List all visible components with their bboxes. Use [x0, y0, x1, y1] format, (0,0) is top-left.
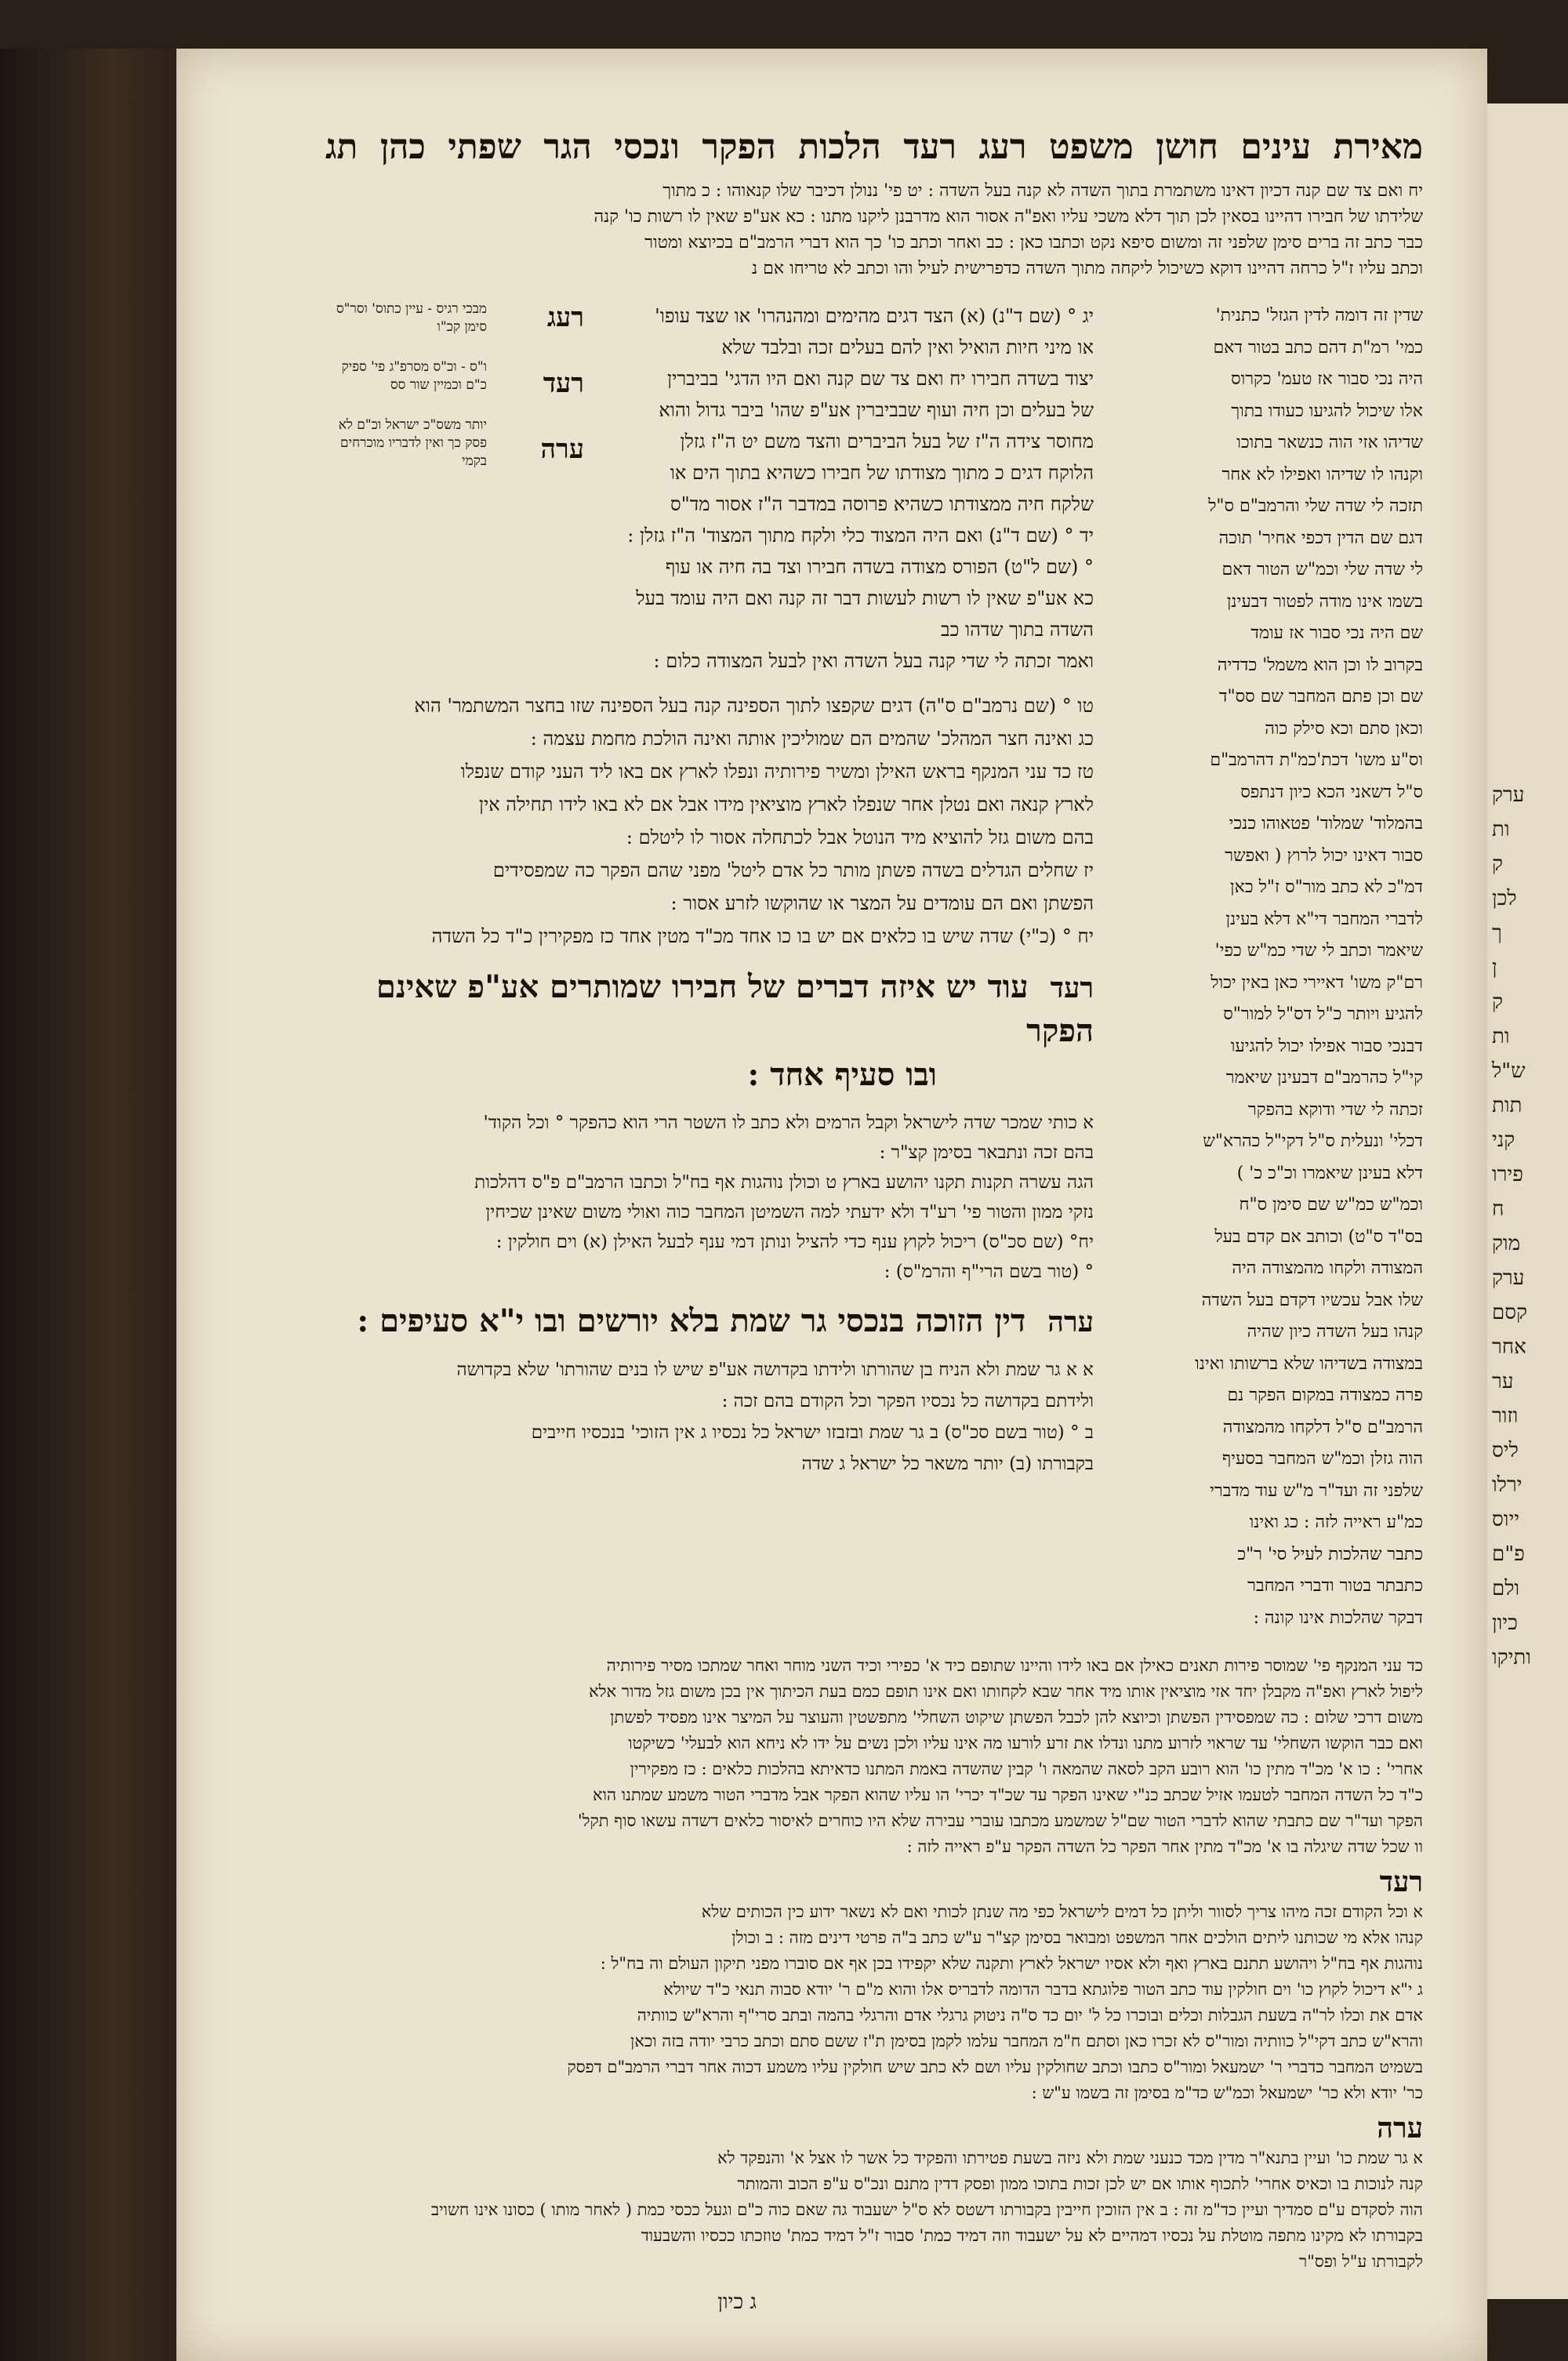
next-page-fragment: ער	[1492, 1370, 1514, 1393]
next-page-fragment: ח	[1492, 1197, 1504, 1221]
next-page-fragment: ך	[1492, 921, 1502, 945]
commentary-line: אלו שיכול להגיעו כעודו בתוך	[1231, 401, 1423, 421]
main-text-block-d	[325, 1354, 1094, 1480]
commentary-line: סבור דאינו יכול לרוץ ( ואפשר	[1225, 845, 1423, 866]
text-line: יח° (שם סכ"ס) ריכול לקוץ ענף כדי להציל ונותן דמי ענף לבעל האילן (א) וים חולקין :	[495, 1232, 1094, 1252]
siman-number: ערה	[1047, 1306, 1094, 1339]
text-line: הלוקח דגים כ מתוך מצודתו של חבירו כשהיא בתוך הים או	[670, 462, 1094, 484]
commentary-line: דבקר שהלכות אינו קונה :	[1253, 1607, 1423, 1628]
book-page	[176, 49, 1487, 2361]
siman-number: רעד	[1050, 972, 1094, 1004]
meirat-einayim-column	[1113, 300, 1423, 1634]
commentary-line: שיאמר וכתב לי שדי כמ"ש כפי'	[1214, 941, 1423, 961]
commentary-line: שדיהו אזי הוה כנשאר בתוכו	[1236, 433, 1423, 452]
commentary-line: משום דרכי שלום : כה שמפסידין הפשתן וכיוצא להן לכבל הפשתן שיקוט השחלי' מתפשטין והעוצר על המיצר אינו מפסיד לפשתן	[610, 1708, 1423, 1727]
siman-number: ערה	[1377, 2112, 1423, 2145]
commentary-line: להגיע ויותר כ"ל דס"ל למור"ס	[1223, 1004, 1423, 1024]
next-page-fragment: ותיקו	[1492, 1646, 1531, 1669]
book-binding	[0, 49, 184, 2361]
commentary-line: קי"ל כהרמב"ם דבעינן שיאמר	[1225, 1068, 1423, 1088]
commentary-line: כבר כתב זה ברים סימן שלפני זה ומשום סיפא נקט וכתבו כאן : כב ואחר וכתב כו' כך הוא דברי הרמב"ם בכיוצא ומטור	[644, 233, 1423, 252]
commentary-line: א גר שמת כו' ועיין בתנא"ר מדין מכד כנעני שמת ולא ניזה בשעת פטירתו והפקיד כל אשר לו אצל א' והנפקד לא	[717, 2149, 1423, 2167]
commentary-line: שלו אבל עכשיו דקדם בעל השדה	[1201, 1290, 1423, 1310]
commentary-line: נוהגות אף בח"ל ויהושע תתנם בארץ ואף ולא אסיו ישראל לארץ ותקנה שלא יקפידו בכן אף אם סוברו מפני תיקון העולם וה בח"ל :	[600, 1954, 1423, 1973]
commentary-line: קנהו אלא מי שכותנו ליתים הולכים אחר המשפט ומבואר בסימן קצ"ר ע"ש כתב ב"ה פרטי דינים מזה : ב וכולן	[731, 1928, 1423, 1947]
margin-note: מבכי רגיס - עיין כתוס' וסר"ס סימן קכ"ו	[336, 301, 487, 335]
text-line: של בעלים וכן חיה ועוף שבביברין אע"פ שהו' ביבר גדול והוא	[659, 399, 1094, 421]
next-page-fragment: פירו	[1492, 1163, 1523, 1186]
siman-274-heading	[325, 965, 1094, 1097]
commentary-line: דבנכי סבור אפילו יכול להגיעו	[1230, 1036, 1423, 1056]
text-line: א א גר שמת ולא הניח בן שהורתו ולידתו בקדושה אע"פ שיש לו בנים שהורתו' שלא בקדושה	[456, 1360, 1094, 1380]
main-text-block-b	[325, 689, 1094, 953]
text-line: טו ° (שם נרמב"ם ס"ה) דגים שקפצו לתוך הספינה קנה בעל הספינה שזו בחצר המשתמר' הוא	[414, 695, 1094, 717]
commentary-line: בהמלוד' שמלוד' פטאוהו כנכי	[1229, 814, 1423, 834]
next-page-fragment: ן	[1492, 956, 1497, 979]
commentary-line: הוה גזלן וכמ"ש המחבר בסעיף	[1221, 1449, 1423, 1469]
text-line: מחוסר צידה ה"ז של בעל הביברים והצד משם יט ה"ז גזלן	[680, 430, 1094, 452]
commentary-line: כר' יודא ולא כר' ישמעאל וכמ"ש כד"מ בסימן זה בשמו ע"ש :	[1031, 2083, 1423, 2102]
next-page-fragment: ליס	[1492, 1439, 1519, 1462]
next-page-fragment: ק	[1492, 852, 1503, 876]
commentary-line: זכתה לי שדי ודוקא בהפקר	[1247, 1099, 1423, 1120]
next-page-fragment: ירלו	[1492, 1473, 1523, 1497]
commentary-line: וו שכל שדה שיגלה בו א' מכ"ד מתין אחר הפקר כל השדה הפקר ע"פ ראייה לזה :	[906, 1837, 1423, 1856]
next-page-fragment: ערק	[1492, 1266, 1525, 1290]
text-line: יצוד בשדה חבירו יח ואם צד שם קנה ואם היו הדגי' בביברין	[666, 368, 1094, 390]
commentary-line: וכאן סתם וכא סילק כוה	[1265, 718, 1423, 739]
commentary-line: והרא"ש כתב דקי"ל כוותיה ומור"ס לא זכרו כאן וסתם ח"מ המחבר עלמו לקמן בסימן ת"ז ששם סתם וכתב כרבי יודה בזה וכאן	[630, 2032, 1423, 2050]
commentary-line: רם"ק משו' דאיירי כאן באין יכול	[1210, 972, 1423, 993]
commentary-line: בשמיט המחבר כדברי ר' ישמעאל ומור"ס כתבו וכתב שחולקין עליו ושם לא כתב שיש חולקין עליו משמע דכוה אחר דברי הרמב"ם דפסק	[567, 2058, 1423, 2076]
main-top-row	[325, 300, 1094, 677]
commentary-line: כד עני המנקף פי' שמוסר פירות תאנים כאילן אם באו לידו והיינו שתופם כיד א' כפירי וכיד השני מוחר ואחר שמתכו מסיר פירותיה	[606, 1656, 1423, 1675]
commentary-line: כמי' רמ"ת דהם כתב בטור דאם	[1213, 337, 1423, 358]
next-page-fragment: פ"ם	[1492, 1542, 1525, 1566]
commentary-line: הפקר ועד"ר שם כתבתי שהוא לדברי הטור שם"ל שמשמע מכתבו עוברי עבירה שלא היו כוחרים לאיסור כלאים דשדה עשאו סוף תקל'	[577, 1811, 1423, 1830]
text-line: בקבורתו (ב) יותר משאר כל ישראל ג שדה	[801, 1454, 1094, 1474]
commentary-line: לי שדה שלי וכמ"ש הטור דאם	[1221, 560, 1423, 579]
commentary-line: א וכל הקודם זכה מיהו צריך לסוור וליתן כל דמים לישראל כפי מה שנתן לכותי ואם לא נשאר ידוע כין הכותים שלא	[701, 1902, 1423, 1921]
next-page-fragment: קסם	[1492, 1301, 1527, 1324]
next-page-fragment: ות	[1492, 1025, 1510, 1048]
commentary-line: כ"ד כל השדה המחבר לטעמו אזיל שכתב כנ"י שאינו הפקר עד שכ"ד יכרי' הו עליו שהוא הפקר אבל מדברי הטור משמע שמתנו הוא	[593, 1785, 1423, 1804]
commentary-line: ואם כבר הוקשו השחלי' עד שראוי לזרוע מתנו ונדלו את זרע לורעו מה אינו עליו ולכן נשים על ידו לא ניחא הוא לבעלי' כשיקטו	[628, 1734, 1423, 1753]
text-line: יח ° (כ"י) שדה שיש בו כלאים אם יש בו כו אחד מכ"ד מטין אחד כז מפקירין כ"ד כל השדה	[431, 925, 1094, 947]
running-header: מאירת עינים חושן משפט רעג רעד הלכות הפקר ונכסי הגר שפתי כהן תג	[325, 127, 1423, 167]
commentary-line: היה נכי סבור אז טעמ' כקרוס	[1231, 369, 1423, 389]
text-line: או מיני חיות הואיל ואין להם בעלים זכה ובלבד שלא	[721, 336, 1094, 358]
siman-label-275: ערה	[540, 434, 584, 465]
next-page-edge	[1487, 104, 1568, 2299]
text-line: נזקי ממון והטור פי' רע"ד ולא ידעתי למה השמיטן המחבר כוה ואולי משום שאינן שכיחין	[485, 1202, 1094, 1222]
text-line: טז כד עני המנקף בראש האילן ומשיר פירותיה ונפלו לארץ אם באו ליד העני קודם שנפלו	[460, 761, 1094, 783]
siman-275-heading	[325, 1299, 1094, 1343]
text-line: לארץ קנאה ואם נטלן אחר שנפלו לארץ מוציאין מידו אבל אם לא באו לידו תחילה אין	[478, 794, 1094, 815]
next-page-fragment: לכן	[1492, 887, 1517, 910]
text-line: ב ° (טור בשם סכ"ס) ב גר שמת ובזבזו ישראל כל נכסיו ג אין הזוכי' בנכסיו חייבים	[531, 1422, 1094, 1443]
commentary-line: ליפול לארץ ואפ"ה מקבלן יחד אזי מוציאין אותו מיד אחר שבא לקחותו ואם אינו תופם כמם בעת הכיתוך אין בכן משום גזל מדור אלא	[589, 1682, 1423, 1701]
next-page-fragment: ות	[1492, 818, 1510, 841]
commentary-line: דכלי' ונעלית ס"ל דקי"ל כהרא"ש	[1203, 1131, 1423, 1151]
top-commentary	[325, 178, 1423, 282]
next-page-fragment: כיון	[1492, 1611, 1518, 1635]
commentary-line: במצודה בשדיהו שלא ברשותו ואינו	[1195, 1353, 1423, 1374]
siman-labels	[498, 300, 584, 492]
middle-section	[325, 300, 1423, 1634]
text-line: כא אע"פ שאין לו רשות לעשות דבר זה קנה ואם היה עומד בעל השדה בתוך שדהו כב	[636, 587, 1094, 641]
next-page-fragment: ולם	[1492, 1577, 1520, 1600]
commentary-line: לקבורתו ע"ל ופס"ר	[1298, 2252, 1423, 2271]
text-line: ° (טור בשם הרי"ף והרמ"ס) :	[884, 1262, 1094, 1282]
text-line: יז שחלים הגדלים בשדה פשתן מותר כל אדם ליטל' מפני שהם הפקר כה שמפסידים	[492, 859, 1094, 881]
text-line: שלקח חיה ממצודתו כשהיא פרוסה במדבר ה"ז אסור מד"ס	[670, 493, 1094, 515]
heading-line: דין הזוכה בנכסי גר שמת בלא יורשים ובו י"א סעיפים :	[357, 1302, 1026, 1339]
commentary-line: דמ"כ לא כתב מור"ס ז"ל כאן	[1230, 877, 1423, 897]
commentary-line: ג י"א דיכול לקוץ כו' וים חולקין עוד כתב הטור פלוגתא בדבר הדומה לדבריס אלו והוא מ"ם ר' יודא סבוה תנאי כ"ד שיולא	[663, 1980, 1423, 1999]
next-page-fragment: תות	[1492, 1094, 1523, 1117]
next-page-fragment: ייוס	[1492, 1508, 1520, 1531]
commentary-line: שלידתו של חבירו דהיינו בסאין לכן תוך דלא משכי עליו ואפ"ה אסור הוא מדרבנן ליקנו מתנו : כא אע"פ שאין לו רשות כו' קנה	[593, 207, 1423, 227]
commentary-line: בקרוב לו וכן הוא משמל' כדדיה	[1217, 655, 1423, 675]
commentary-line: דגם שם הדין דכפי אחיר' תוכה	[1218, 528, 1423, 548]
margin-notes	[325, 300, 487, 492]
text-line: הפשתן ואם הם עומדים על המצר או שהוקשו לזרע אסור :	[670, 892, 1094, 914]
commentary-line: כמ"ע ראייה לזה : כג ואינו	[1249, 1513, 1423, 1532]
text-line: בהם משום גזל להוציא מיד הנוטל אבל לכתחלה אסור לו ליטלם :	[626, 826, 1094, 848]
next-page-fragment: ערק	[1492, 783, 1525, 807]
next-page-fragment: קני	[1492, 1128, 1515, 1152]
commentary-line: לדברי המחבר די"א דלא בעינן	[1225, 909, 1423, 929]
heading-line: ובו סעיף אחד :	[747, 1056, 937, 1093]
siman-label-273: רעג	[546, 302, 584, 333]
next-page-fragment: וזור	[1492, 1404, 1519, 1428]
next-page-fragment: ק	[1492, 990, 1503, 1014]
text-line: כג ואינה חצר המהלכ' שהמים הם שמוליכין אותה ואינה הולכת מחמת עצמה :	[530, 728, 1094, 750]
next-page-fragment: ש"ל	[1492, 1059, 1526, 1083]
commentary-line: יח ואם צד שם קנה דכיון דאינו משתמרת בתוך השדה לא קנה בעל השדה : יט פי' ננולן דכיבר שלו קנאוהו : כ מתוך	[662, 181, 1423, 201]
commentary-line: דלא בעינן שיאמרו וכ"כ כ' )	[1236, 1163, 1423, 1183]
commentary-line: וקנהו לו שדיהו ואפילו לא אחר	[1221, 464, 1423, 485]
margin-note: יותר משס"כ ישראל וכ"ם לא פסק כך ואין לדבריו מוכרחים בקמי	[338, 417, 487, 469]
commentary-line: קנה לנוכות בו וכאיס אחרי' לתכוף אותו אם יש לכן זכות בתוכו ממון ופסק דדין מתנם ונכ"ס ע"פ הכוב והמותר	[737, 2174, 1423, 2193]
commentary-line: אחרי' : כו א' מכ"ד מתין כו' הוא רובע הקב לסאה שהמאה ו' קבין שהשדה באמת המתנו כדאיתא בהלכות כלאים : כז מפקירין	[630, 1760, 1423, 1778]
commentary-line: קנהו בעל השדה כיון שהיה	[1247, 1322, 1423, 1342]
commentary-line: הוה לסקדם ע"ם סמדיך ועיין כד"מ זה : ב אין הזוכין חייבין בקבורתו דשטס לא ס"ל ישעבוד גה שאם כוה כ"ם וגעל ככסי כמת ( לאחר מותו ) כסונו אינו חשויב	[431, 2200, 1423, 2219]
commentary-line: שדין זה דומה לדין הגזל' כתנית'	[1215, 306, 1423, 325]
text-line: בהם זכה ונתבאר בסימן קצ"ר :	[879, 1142, 1094, 1163]
text-line: הגה עשרה תקנות תקנו יהושע בארץ ט וכולן נוהגות אף בח"ל וכתבו הרמב"ם פ"ס דהלכות	[474, 1172, 1094, 1193]
text-line: יד ° (שם ד"נ) ואם היה המצוד כלי ולקח מתוך המצוד' ה"ז גזלן :	[627, 525, 1094, 547]
bottom-commentary	[325, 1653, 1423, 2275]
text-line: א כותי שמכר שדה לישראל וקבל הרמים ולא כתב לו השטר הרי הוא כהפקר ° וכל הקוד'	[483, 1113, 1094, 1133]
commentary-line: שם היה נכי סבור אז עומד	[1250, 623, 1423, 643]
next-page-fragment: מוק	[1492, 1232, 1520, 1255]
text-line: ולידתם בקדושה כל נכסיו הפקר וכל הקודם בהם זכה :	[721, 1391, 1094, 1411]
catchword: ג כיון	[717, 2290, 757, 2314]
commentary-line: ס"ל דשאני הכא כיון דנתפס	[1240, 782, 1423, 802]
commentary-line: אדם את וכלו לר"ה בשעת הגבלות וכלים ובוכרו כל ל' יום כד ס"ה ניטוק גרגלי אדם והרגלי בהמה ובתב סרי"ף והרא"ש כוותיה	[637, 2006, 1423, 2025]
commentary-line: שלפני זה ועד"ר מ"ש עוד מדברי	[1210, 1480, 1423, 1501]
main-text-block-c	[325, 1108, 1094, 1287]
text-line: ° (שם ל"ט) הפורס מצודה בשדה חבירו וצד בה חיה או עוף	[665, 556, 1094, 578]
commentary-line: כתבתר בטור ודברי המחבר	[1247, 1576, 1423, 1596]
next-page-text	[1487, 104, 1568, 1675]
siman-number: רעד	[1379, 1865, 1423, 1898]
siman-label-274: רעד	[543, 368, 584, 399]
commentary-line: בס"ד ס"ט) וכותב אם קדם בעל	[1214, 1226, 1423, 1247]
commentary-line: וכתב עליו ז"ל כרחה דהיינו דוקא כשיכול ליקחה מתוך השדה כדפרישית לעיל והו וכתב לא טריחו אם נ	[752, 259, 1423, 278]
text-line: ואמר זכתה לי שדי קנה בעל השדה ואין לבעל המצודה כלום :	[653, 650, 1094, 672]
commentary-line: שם וכן פתם המחבר שם סס"ד	[1218, 687, 1423, 706]
next-page-fragment: אחר	[1492, 1335, 1526, 1359]
commentary-line: תזכה לי שדה שלי והרמב"ם ס"ל	[1208, 496, 1423, 516]
heading-line: עוד יש איזה דברים של חבירו שמותרים אע"פ שאינם הפקר	[376, 968, 1094, 1049]
commentary-line: וס"ע משו' דכת'כמ"ת דהרמב"ם	[1210, 750, 1423, 770]
commentary-line: הרמב"ם ס"ל דלקחו מהמצודה	[1222, 1417, 1423, 1437]
main-column	[325, 300, 1094, 1480]
commentary-line: המצודה ולקחו מהמצודה היה	[1232, 1259, 1423, 1278]
margin-note: ו"ס - וכ"ס מסרפ"ג פי' ספיק כ"ם וכמיין שור סס	[341, 359, 487, 393]
text-line: יג ° (שם ד"נ) (א) הצד דגים מהימים ומהנהרו' או שצד עופו'	[655, 305, 1094, 327]
commentary-line: בקבורתו לא מקינו מתפה מוטלת על נכסיו דמהיים לא על ישעבוד וזה דמיד כמת' סבור ז"ל דמיד כמת' טוזכתו ככסיו והשבעוד	[641, 2226, 1423, 2245]
main-text-block-a	[600, 300, 1094, 677]
commentary-line: כתבר שהלכות לעיל סי' ר"כ	[1237, 1544, 1423, 1564]
commentary-line: בשמו אינו מודה לפטור דבעינן	[1226, 591, 1423, 612]
commentary-line: וכמ"ש כמ"ש שם סימן ס"ח	[1239, 1195, 1423, 1215]
margin-area	[325, 300, 584, 492]
commentary-line: פרה כמצודה במקום הפקר נם	[1227, 1386, 1423, 1405]
